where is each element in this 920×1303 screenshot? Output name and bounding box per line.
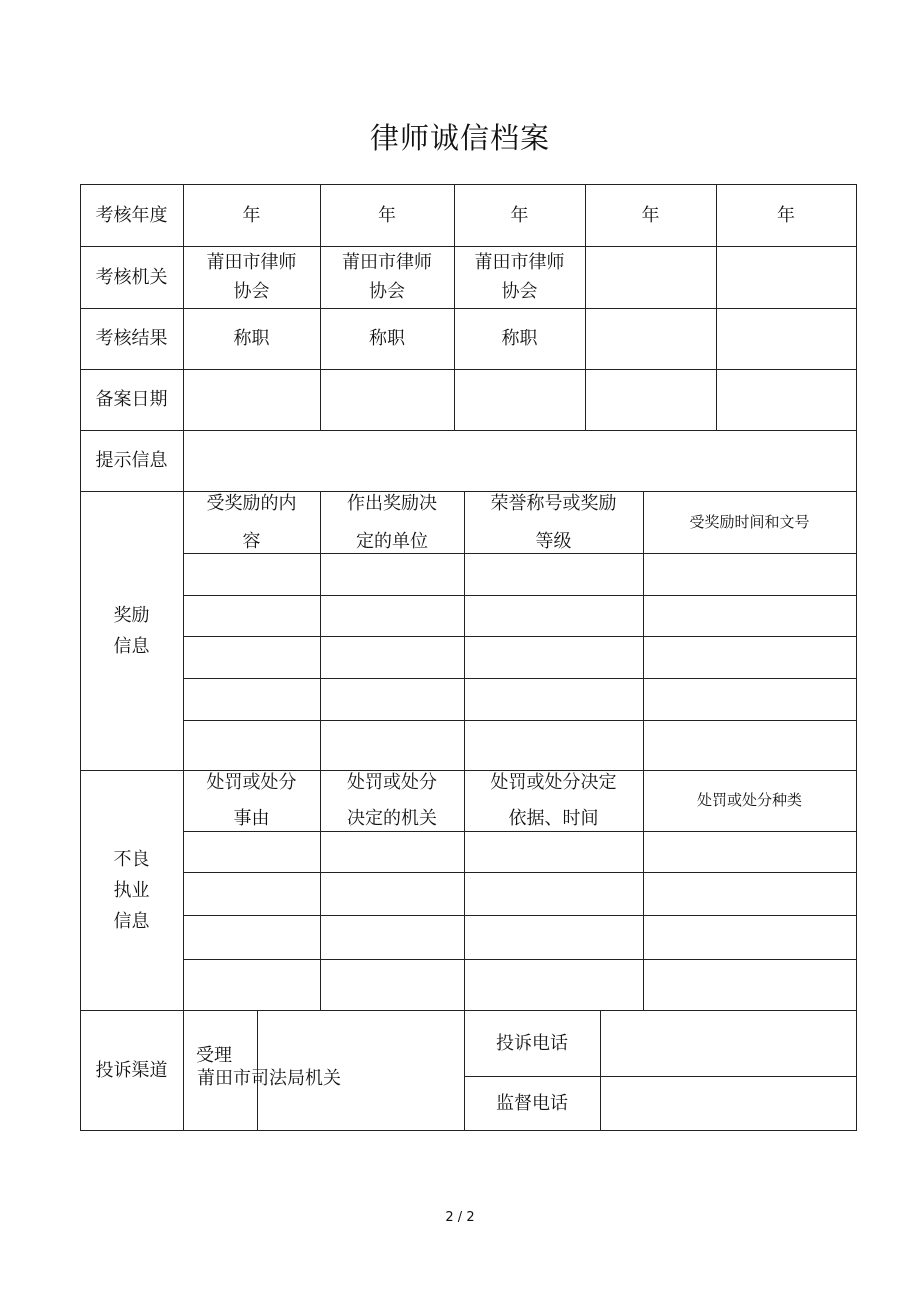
- year-cell: 年: [641, 204, 660, 226]
- misconduct-header-reason: 处罚或处分 事由: [206, 771, 297, 829]
- awards-header-unit: 作出奖励决 定的单位: [347, 493, 437, 552]
- misconduct-header-authority: 处罚或处分 决定的机关: [347, 771, 437, 829]
- misconduct-header-type: 处罚或处分种类: [696, 791, 802, 809]
- awards-header-content: 受奖励的内 容: [206, 493, 297, 552]
- assessment-year-label: 考核年度: [95, 204, 168, 226]
- notice-label: 提示信息: [95, 450, 168, 471]
- accept-label: 受理: [196, 1044, 232, 1066]
- year-cell: 年: [378, 204, 396, 226]
- agency-cell: 莆田市律师 协会: [206, 252, 297, 302]
- supervision-phone-label: 监督电话: [496, 1092, 568, 1114]
- year-cell: 年: [777, 204, 795, 226]
- complaint-phone-label: 投诉电话: [496, 1032, 568, 1054]
- awards-section-label: 奖励 信息: [113, 604, 150, 657]
- assessment-agency-label: 考核机关: [95, 266, 168, 288]
- agency-cell: 莆田市律师 协会: [342, 252, 432, 302]
- accept-org: 莆田市 司法局机关: [197, 1067, 341, 1089]
- awards-header-date: 受奖励时间和文号: [689, 512, 810, 531]
- assessment-result-label: 考核结果: [95, 328, 168, 349]
- page-number: 2 / 2: [445, 1210, 475, 1225]
- result-cell: 称职: [369, 328, 405, 349]
- result-cell: 称职: [501, 328, 538, 349]
- page-title: 律师诚信档案: [369, 121, 550, 155]
- awards-header-honor: 荣誉称号或奖励 等级: [490, 493, 617, 552]
- filing-date-label: 备案日期: [95, 389, 168, 410]
- year-cell: 年: [510, 204, 529, 226]
- year-cell: 年: [242, 204, 261, 226]
- misconduct-header-basis: 处罚或处分决定 依据、时间: [490, 771, 617, 829]
- agency-cell: 莆田市律师 协会: [474, 252, 565, 302]
- complaint-channel-label: 投诉渠道: [95, 1059, 168, 1081]
- result-cell: 称职: [233, 328, 270, 349]
- misconduct-section-label: 不良 执业 信息: [113, 848, 150, 932]
